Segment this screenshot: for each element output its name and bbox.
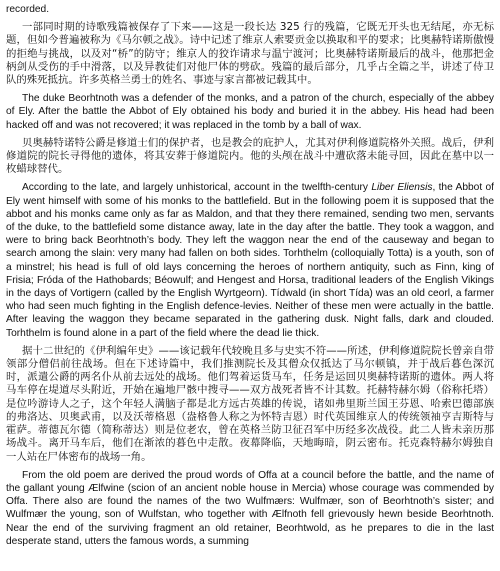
paragraph-en-beorhtnoth-burial: The duke Beorhtnoth was a defender of the monks, and a patron of the church, especially of the abbey of Ely. After the battle the Abbot of Ely obtained his body and buried it in the abbey. His head had been hacked off and was not recovered; it was replaced in the tomb by a ball of wax. <box>6 93 494 131</box>
paragraph-zh-maldon-fragment: 一部同时期的诗歌残篇被保存了下来——这是一段长达 325 行的残篇，它既无开头也无结尾，亦无标题，但如今普遍被称为《马尔顿之战》。诗中记述了维京人索要贡金以换取和平的要求；比奥赫特诺斯傲慢的拒绝与挑战，以及对“桥”的防守；维京人的狡诈请求与温宁渡河；比奥赫特诺斯最后的战斗，他那把金柄剑从受伤的手中滑落，以及异教徒们对他尸体的劈砍。残篇的最后部分，几乎占全篇之半，讲述了侍卫队的殊死抵抗。许多英格兰勇士的姓名、事迹与家言都被记载其中。 <box>6 21 494 87</box>
paragraph-zh-beorhtnoth-burial: 贝奥赫特诺特公爵是修道士们的保护者，也是教会的庇护人，尤其对伊利修道院格外关照。战后，伊利修道院的院长寻得他的遗体，将其安葬于修道院内。他的头颅在战斗中遭砍落未能寻回，因此在墓中以一枚蜡球替代。 <box>6 136 494 176</box>
paragraph-en-liber-eliensis: According to the late, and largely unhistorical, account in the twelfth-century Liber Eliensis, the Abbot of Ely went himself with some of his monks to the battlefield. But in the following poem it is supposed that the abbot and his monks came only as far as Maldon, and that they there remained, sending two men, servants of the duke, to the battlefield some distance away, late in the day after the battle. They took a waggon, and were to bring back Beorhtnoth’s body. They left the waggon near the end of the causeway and began to search among the slain: very many had fallen on both sides. Torhthelm (colloquially Totta) is a youth, son of a minstrel; his head is full of old lays concerning the heroes of northern antiquity, such as Finn, king of Frisia; Fróda of the Hathobards; Béowulf; and Hengest and Horsa, traditional leaders of the English Vikings in the days of Vortigern (called by the English Wyrtgeorn). Tídwald (in short Tída) was an old ceorl, a farmer who had seen much fighting in the English defence-levies. Neither of these men were actually in the battle. After leaving the waggon they became separated in the gathering dusk. Night falls, dark and clouded. Torhthelm is found alone in a part of the field where the dead lie thick. <box>6 182 495 339</box>
book-title-liber-eliensis: Liber Eliensis <box>371 182 433 194</box>
paragraph-en-offa-words: From the old poem are derived the proud words of Offa at a council before the battle, and the name of the gallant young Ælfwine (scion of an ancient noble house in Mercia) whose courage was commended by Offa. There also are found the names of the two Wulfmærs: Wulfmær, son of Beorhtnoth’s sister; and Wulfmær the young, son of Wulfstan, who together with Ælfnoth fell grievously hewn beside Beorhtnoth. Near the end of the surviving fragment an old retainer, Beorhtwold, as he prepares to die in the last desperate stand, utters the famous words, a summing <box>6 469 494 547</box>
paragraph-zh-liber-eliensis: 据十二世纪的《伊利编年史》——该记载年代较晚且多与史实不符——所述，伊利修道院院长曾亲自带领部分僧侣前往战场。但在下述诗篇中，我们推测院长及其僧众仅抵达了马尔顿镇，并于战后暮色深沉时，派遣公爵的两名仆从前去远处的战场。他们驾着运货马车，任务是运回贝奥赫特诺斯的遗体。两人将马车停在堤道尽头附近，开始在遍地尸骸中搜寻——双方战死者皆不计其数。托赫特赫尔姆（俗称托塔）是位吟游诗人之子，这个年轻人满脑子都是北方远古英雄的传说，诸如弗里斯兰国王芬恩、哈索巴德部族的弗洛达、贝奥武甫，以及沃蒂格恩（盎格鲁人称之为怀特吉恩）时代英国维京人的传统领袖亨吉斯特与霍萨。蒂德瓦尔德（简称蒂达）则是位老农，曾在英格兰防卫征召军中历经多次战役。此二人皆未亲历那场战斗。离开马车后，他们在渐浓的暮色中走散。夜幕降临，天地晦暗，阴云密布。托克森特赫尔姆独自一人站在尸体密布的战场一角。 <box>6 344 494 463</box>
paragraph-recorded: recorded. <box>6 4 50 15</box>
